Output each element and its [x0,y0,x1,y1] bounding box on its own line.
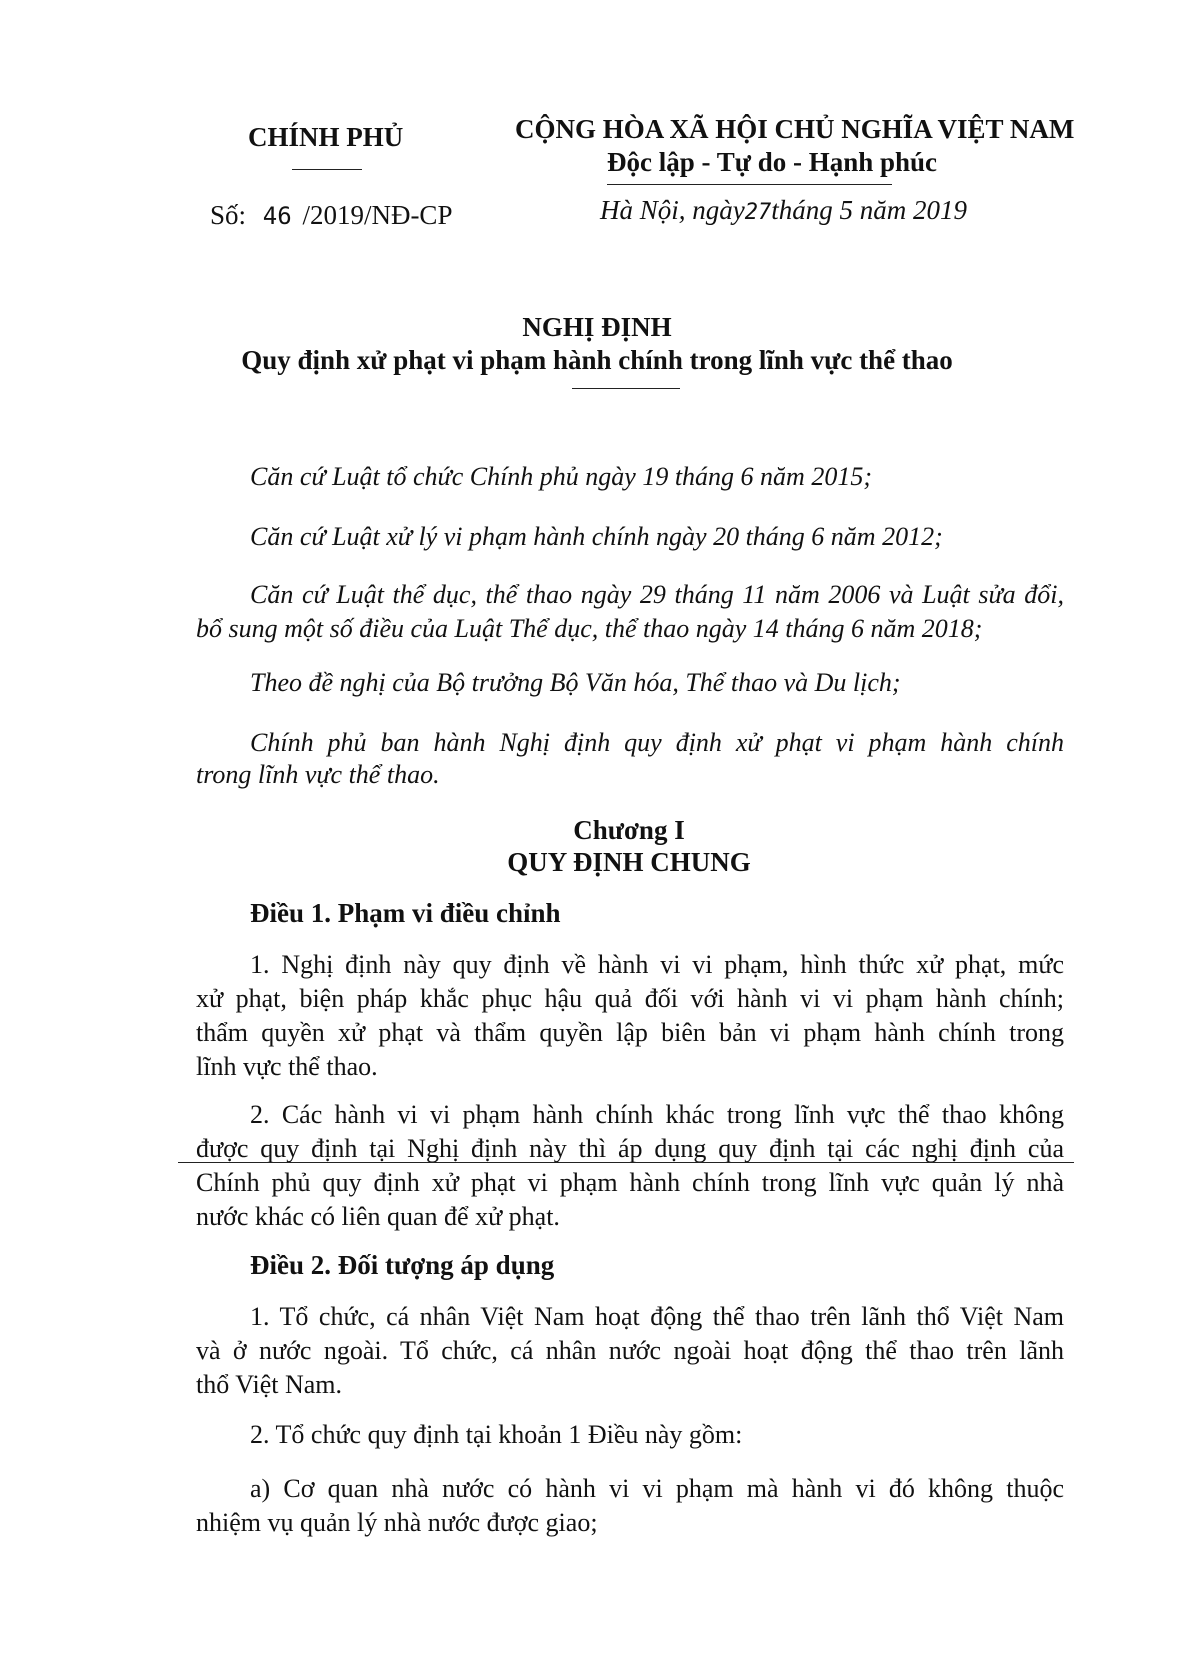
date-rest: tháng 5 năm 2019 [771,195,967,225]
agency-name: CHÍNH PHỦ [248,122,404,152]
preamble-p4: Theo đề nghị của Bộ trưởng Bộ Văn hóa, Thể thao và Du lịch; [250,668,901,697]
document-number [210,200,452,231]
preamble-p3-line2: bổ sung một số điều của Luật Thể dục, thể thao ngày 14 tháng 6 năm 2018; [196,614,983,643]
preamble-p5-line2: trong lĩnh vực thể thao. [196,760,440,789]
article1-clause2-line4: nước khác có liên quan để xử phạt. [196,1202,560,1231]
article2-heading: Điều 2. Đối tượng áp dụng [250,1250,555,1280]
preamble-p2: Căn cứ Luật xử lý vi phạm hành chính ngày 20 tháng 6 năm 2012; [250,522,943,551]
article2-point-a-line2: nhiệm vụ quản lý nhà nước được giao; [196,1508,598,1537]
article1-clause1-line1: 1. Nghị định này quy định về hành vi vi phạm, hình thức xử phạt, mức [250,950,1064,979]
document-subject: Quy định xử phạt vi phạm hành chính trong lĩnh vực thể thao [241,345,953,375]
article1-clause2-line2: được quy định tại Nghị định này thì áp dụng quy định tại các nghị định của [196,1134,1064,1163]
preamble-p5-line1: Chính phủ ban hành Nghị định quy định xử phạt vi phạm hành chính [250,728,1064,757]
article1-clause2-line1: 2. Các hành vi vi phạm hành chính khác trong lĩnh vực thể thao không [250,1100,1064,1129]
chapter-name: QUY ĐỊNH CHUNG [507,847,751,877]
article2-clause1-line2: và ở nước ngoài. Tổ chức, cá nhân nước ngoài hoạt động thể thao trên lãnh [196,1336,1064,1365]
country-name: CỘNG HÒA XÃ HỘI CHỦ NGHĨA VIỆT NAM [515,114,1075,144]
date-place [600,195,967,226]
article1-clause1-line4: lĩnh vực thể thao. [196,1052,378,1081]
number-handwritten: 46 [262,202,292,230]
number-suffix: /2019/NĐ-CP [302,200,453,230]
number-prefix: Số: [210,200,247,230]
date-place-prefix: Hà Nội, ngày [600,195,745,225]
article1-clause2-line3: Chính phủ quy định xử phạt vi phạm hành chính trong lĩnh vực quản lý nhà [196,1168,1064,1197]
article2-clause1-line1: 1. Tổ chức, cá nhân Việt Nam hoạt động thể thao trên lãnh thổ Việt Nam [250,1302,1064,1331]
chapter-number: Chương I [573,815,685,845]
agency-underline [292,169,362,170]
title-underline [572,388,680,389]
document-type: NGHỊ ĐỊNH [522,312,672,342]
preamble-p1: Căn cứ Luật tổ chức Chính phủ ngày 19 tháng 6 năm 2015; [250,462,872,491]
national-motto: Độc lập - Tự do - Hạnh phúc [607,147,938,177]
article1-heading: Điều 1. Phạm vi điều chỉnh [250,898,561,928]
article1-clause1-line3: thẩm quyền xử phạt và thẩm quyền lập biên bản vi phạm hành chính trong [196,1018,1064,1047]
motto-underline [607,184,892,185]
preamble-p3-line1: Căn cứ Luật thể dục, thể thao ngày 29 tháng 11 năm 2006 và Luật sửa đổi, [250,580,1064,609]
article2-point-a-line1: a) Cơ quan nhà nước có hành vi vi phạm mà hành vi đó không thuộc [250,1474,1064,1503]
scan-stray-line [178,1162,1074,1163]
article2-clause1-line3: thổ Việt Nam. [196,1370,342,1399]
date-day-handwritten: 27 [744,200,772,225]
article1-clause1-line2: xử phạt, biện pháp khắc phục hậu quả đối với hành vi vi phạm hành chính; [196,984,1064,1013]
article2-clause2: 2. Tổ chức quy định tại khoản 1 Điều này gồm: [250,1420,743,1449]
